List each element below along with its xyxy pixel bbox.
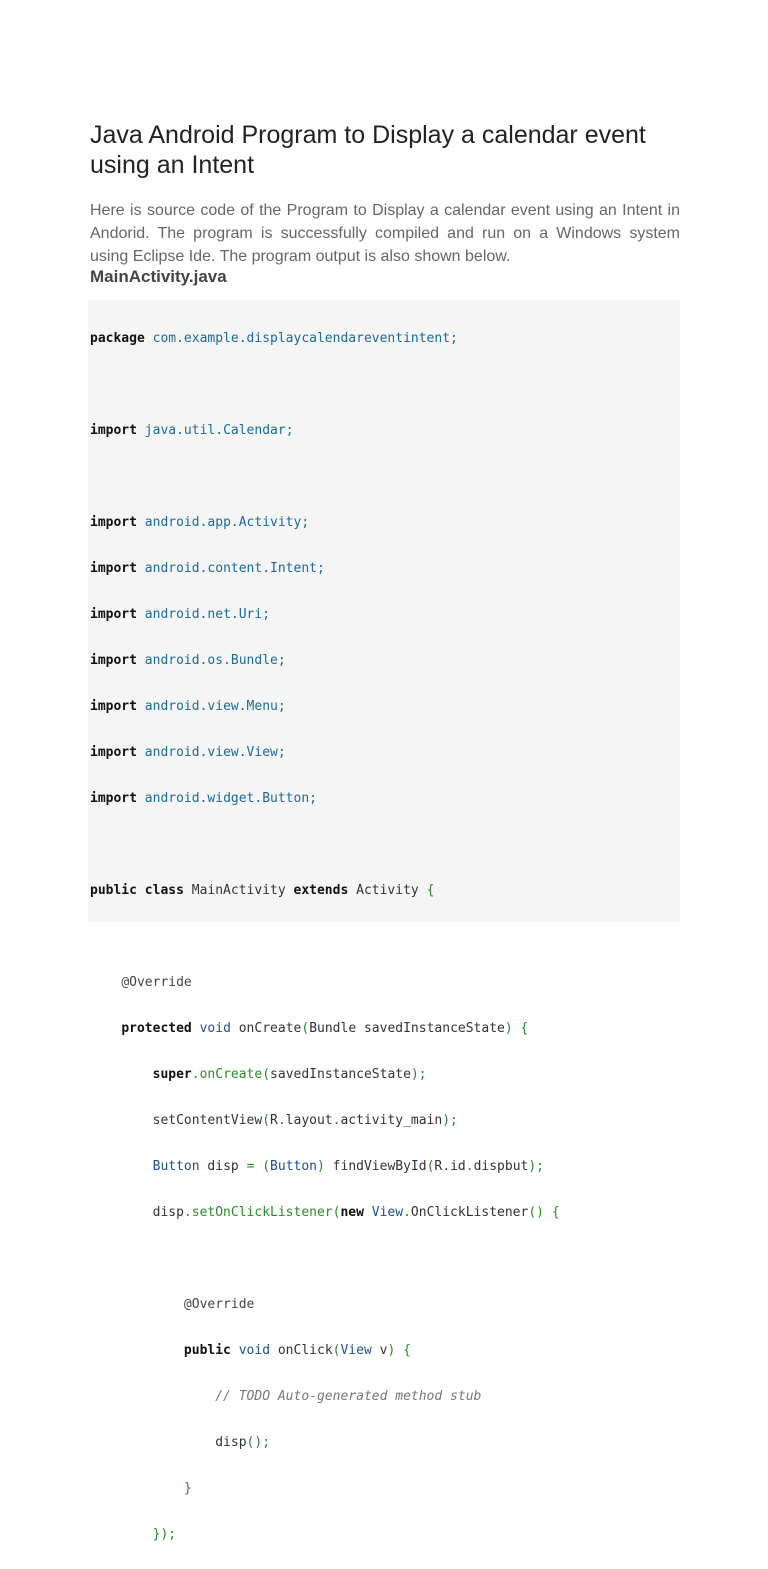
code-line: import android.os.Bundle; — [90, 653, 286, 668]
code-line — [90, 925, 560, 948]
code-line: public void onClick(View v) { — [183, 1343, 411, 1358]
code-line: import android.net.Uri; — [90, 607, 271, 622]
code-line: @Override — [183, 1297, 255, 1312]
code-line: Button disp = (Button) findViewById(R.id.dispbut); — [152, 1159, 545, 1174]
code-line: // TODO Auto-generated method stub — [215, 1389, 482, 1404]
code-line — [90, 465, 560, 488]
code-line: import java.util.Calendar; — [90, 423, 294, 438]
code-line: protected void onCreate(Bundle savedInstanceState) { — [121, 1021, 529, 1036]
code-line — [90, 1247, 560, 1270]
code-line — [90, 833, 560, 856]
code-line: } — [183, 1481, 192, 1496]
code-line: import android.view.View; — [90, 745, 286, 760]
code-line: setContentView(R.layout.activity_main); — [90, 1113, 458, 1128]
intro-paragraph: Here is source code of the Program to Display a calendar event using an Intent in Andorid. The program is successfully compiled and run on a Windows system using Eclipse Ide. The program output is also shown below. — [90, 202, 680, 265]
code-line: public class MainActivity extends Activity { — [90, 883, 435, 898]
code-block — [88, 300, 680, 1542]
code-line: @Override — [121, 975, 192, 990]
code-filename: MainActivity.java — [90, 267, 227, 286]
code-line: super.onCreate(savedInstanceState); — [152, 1067, 427, 1082]
code-line: disp.setOnClickListener(new View.OnClickListener() { — [90, 1205, 560, 1220]
code-line: import android.widget.Button; — [90, 791, 317, 806]
code-line: disp(); — [90, 1435, 271, 1450]
code-line: package com.example.displaycalendareventintent; — [90, 331, 458, 346]
code-line: import android.content.Intent; — [90, 561, 325, 576]
code-line: import android.app.Activity; — [90, 515, 310, 530]
page-title: Java Android Program to Display a calendar event using an Intent — [90, 121, 646, 179]
code-line: import android.view.Menu; — [90, 699, 286, 714]
code-line: }); — [152, 1527, 177, 1542]
code-line — [90, 373, 560, 396]
